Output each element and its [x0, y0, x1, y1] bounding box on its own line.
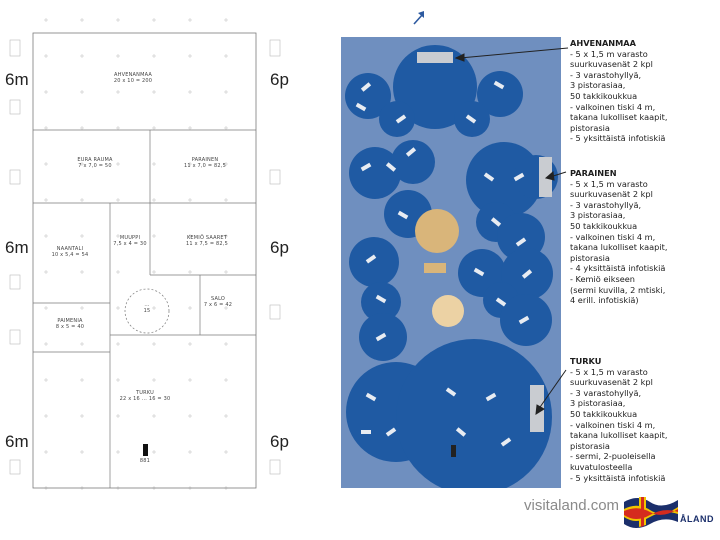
room-label-muuppi	[110, 235, 150, 247]
note-line: suurkuvasenät 2 kpl	[570, 189, 653, 200]
note-line: pistorasia	[570, 440, 610, 451]
edge-label: 6p	[270, 238, 289, 257]
room-name: 881	[139, 458, 151, 464]
note-line: - Kemiö eikseen	[570, 273, 635, 284]
room-dims: 11 x 7,0 = 82,5	[184, 163, 226, 169]
note-line: - sermi, 2-puoleisella	[570, 451, 656, 462]
note-line: 50 takkikoukkua	[570, 408, 638, 419]
room-label-parainen	[170, 157, 240, 169]
room-label-kemio-saaret	[172, 235, 242, 247]
room-dims: 22 x 16 ... 16 = 30	[119, 396, 171, 402]
note-line: 3 pistorasiaa,	[570, 398, 626, 409]
note-line: - 3 varastohyllyä,	[570, 387, 642, 398]
booth-circle	[379, 101, 415, 137]
room-name: EURA RAUMA	[77, 157, 113, 163]
note-parainen	[570, 168, 667, 306]
room-label-marker	[130, 458, 160, 464]
note-line: takana lukolliset kaapit,	[570, 242, 668, 253]
booth-circle	[349, 237, 399, 287]
room-label-ahvenanmaa	[98, 72, 168, 84]
plan-marker	[143, 444, 148, 456]
room-name: NAANTALI	[56, 246, 84, 252]
room-label-salo	[198, 296, 238, 308]
edge-label: 6p	[270, 432, 289, 451]
note-line: takana lukolliset kaapit,	[570, 430, 668, 441]
room-name: SALO	[210, 296, 226, 302]
room-name: PARAINEN	[191, 157, 219, 163]
note-title: TURKU	[570, 356, 602, 366]
note-line: - 5 yksittäistä infotiskiä	[570, 133, 666, 144]
note-line: - 5 x 1,5 m varasto	[570, 178, 648, 189]
aland-wordmark: ÅLAND	[680, 514, 714, 524]
note-turku	[570, 356, 667, 483]
note-line: suurkuvasenät 2 kpl	[570, 377, 653, 388]
note-line: - 5 x 1,5 m varasto	[570, 48, 648, 59]
plan-outline	[33, 33, 256, 488]
room-dims: 7,5 x 4 = 30	[113, 241, 147, 247]
aland-flag-icon	[620, 492, 682, 530]
note-line: - 4 yksittäistä infotiskiä	[570, 263, 666, 274]
note-line: - valkoinen tiski 4 m,	[570, 101, 656, 112]
info-table	[361, 430, 371, 434]
floor-plan	[0, 0, 300, 540]
note-line: - 5 x 1,5 m varasto	[570, 366, 648, 377]
note-line: - 3 varastohyllyä,	[570, 199, 642, 210]
room-label-paimenia	[40, 318, 100, 330]
note-line: 3 pistorasiaa,	[570, 210, 626, 221]
note-line: - valkoinen tiski 4 m,	[570, 231, 656, 242]
room-name: KEMIÖ SAARET	[186, 235, 228, 241]
room-name: ...	[144, 302, 150, 308]
room-dims: 15	[143, 308, 151, 314]
note-line: takana lukolliset kaapit,	[570, 112, 668, 123]
note-line: pistorasia	[570, 122, 610, 133]
room-dims: 8 x 5 = 40	[55, 324, 85, 330]
room-dims: 20 x 10 = 200	[113, 78, 153, 84]
north-arrow-icon	[412, 10, 426, 26]
room-label-center	[127, 302, 167, 314]
room-name: PAIMENIA	[57, 318, 83, 324]
room-name: TURKU	[136, 390, 154, 396]
site-brand: visitaland.com	[524, 497, 620, 514]
note-line: - valkoinen tiski 4 m,	[570, 419, 656, 430]
edge-label: 6m	[5, 70, 29, 89]
room-dims: 11 x 7,5 = 82,5	[186, 241, 228, 247]
note-line: (sermi kuvilla, 2 mtiski,	[570, 284, 666, 295]
room-dims: 10 x 5,4 = 54	[51, 252, 89, 258]
note-ahvenanmaa	[570, 38, 667, 144]
room-dims: 7 x 7,0 = 50	[78, 163, 112, 169]
note-line: suurkuvasenät 2 kpl	[570, 59, 653, 70]
room-label-turku	[110, 390, 180, 402]
plan-marker	[451, 445, 456, 457]
room-label-naantali	[40, 246, 100, 258]
note-title: PARAINEN	[570, 168, 617, 178]
note-line: kuvatulosteella	[570, 461, 633, 472]
note-line: - 5 yksittäistä infotiskiä	[570, 472, 666, 483]
edge-label: 6m	[5, 432, 29, 451]
note-line: 50 takkikoukkua	[570, 90, 638, 101]
room-label-eura-rauma	[60, 157, 130, 169]
room-name: AHVENANMAA	[114, 72, 152, 78]
edge-label: 6p	[270, 70, 289, 89]
booth-circle	[391, 140, 435, 184]
note-line: 50 takkikoukkua	[570, 220, 638, 231]
callout-arrows	[440, 40, 580, 420]
note-line: pistorasia	[570, 252, 610, 263]
note-line: 4 erill. infotiskiä)	[570, 295, 639, 306]
note-line: - 3 varastohyllyä,	[570, 69, 642, 80]
room-name: MUUPPI	[119, 235, 141, 241]
edge-label: 6m	[5, 238, 29, 257]
note-line: 3 pistorasiaa,	[570, 80, 626, 91]
note-title: AHVENANMAA	[570, 38, 636, 48]
room-dims: 7 x 6 = 42	[203, 302, 233, 308]
